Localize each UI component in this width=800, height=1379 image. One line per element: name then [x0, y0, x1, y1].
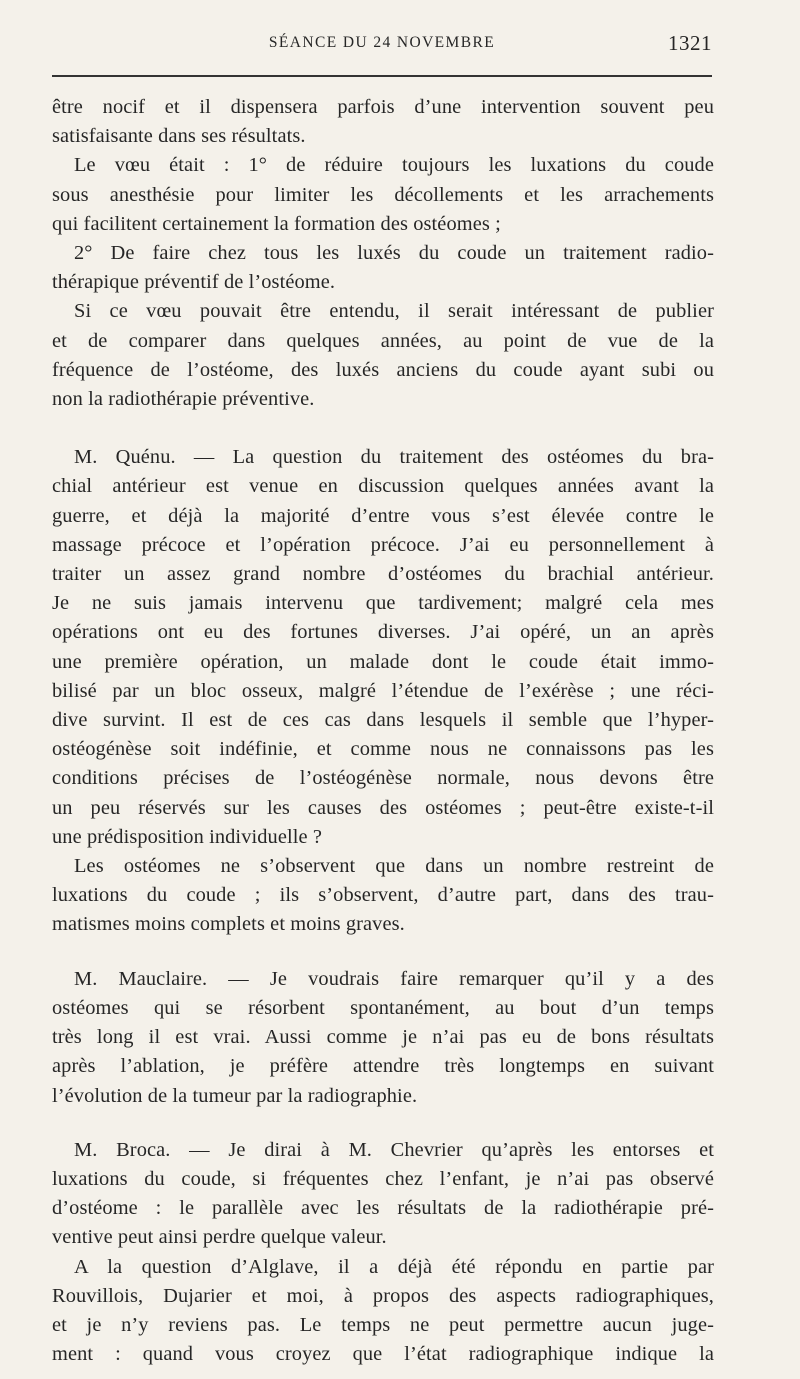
text-line: bilisé par un bloc osseux, malgré l’étendue de l’exérèse ; une réci- [52, 679, 714, 702]
paragraph-osteomes [52, 852, 714, 940]
running-head [52, 31, 712, 62]
text-line: traiter un assez grand nombre d’ostéomes du brachial antérieur. [52, 563, 714, 586]
text-line: Je ne suis jamais intervenu que tardivement; malgré cela mes [52, 592, 714, 615]
text-line: A la question d’Alglave, il a déjà été répondu en partie par [74, 1255, 714, 1278]
text-line: opérations ont eu des fortunes diverses. J’ai opéré, un an après [52, 621, 714, 644]
text-line: 2° De faire chez tous les luxés du coude un traitement radio- [74, 242, 714, 265]
paragraph-quenu [52, 443, 714, 852]
page-number: 1321 [668, 31, 712, 55]
text-line: thérapique préventif de l’ostéome. [52, 271, 336, 294]
text-line: sous anesthésie pour limiter les décollements et les arrachements [52, 183, 714, 206]
text-line: très long il est vrai. Aussi comme je n’ai pas eu de bons résultats [52, 1026, 714, 1049]
text-line: après l’ablation, je préfère attendre très longtemps en suivant [52, 1055, 714, 1078]
text-line: qui facilitent certainement la formation des ostéomes ; [52, 212, 501, 235]
paragraph-4 [52, 297, 714, 414]
text-line: guerre, et déjà la majorité d’entre vous s’est élevée contre le [52, 504, 714, 527]
paragraph-mauclaire [52, 965, 714, 1111]
text-line: M. Broca. — Je dirai à M. Chevrier qu’après les entorses et [74, 1138, 714, 1161]
paragraph-gap [52, 940, 714, 965]
text-line: ostéomes qui se résorbent spontanément, au bout d’un temps [52, 996, 714, 1019]
text-line: ostéogénèse soit indéfinie, et comme nous ne connaissons pas les [52, 738, 714, 761]
paragraph-broca [52, 1136, 714, 1253]
text-line: conditions précises de l’ostéogénèse normale, nous devons être [52, 767, 714, 790]
paragraph-1 [52, 93, 714, 151]
running-title: SÉANCE DU 24 NOVEMBRE [268, 34, 496, 51]
text-line: ventive peut ainsi perdre quelque valeur. [52, 1226, 387, 1249]
text-line: et de comparer dans quelques années, au point de vue de la [52, 329, 714, 352]
text-line: matismes moins complets et moins graves. [52, 913, 405, 936]
text-line: d’ostéome : le parallèle avec les résultats de la radiothérapie pré- [52, 1197, 714, 1220]
text-line: l’évolution de la tumeur par la radiographie. [52, 1084, 418, 1107]
paragraph-2 [52, 151, 714, 239]
text-line: être nocif et il dispensera parfois d’une intervention souvent peu [52, 96, 714, 118]
paragraph-3 [52, 239, 714, 297]
text-line: ment : quand vous croyez que l’état radiographique indique la [52, 1343, 714, 1366]
header-rule [52, 75, 712, 77]
text-line: massage précoce et l’opération précoce. J’ai eu personnellement à [52, 533, 714, 556]
text-line: M. Mauclaire. — Je voudrais faire remarquer qu’il y a des [74, 967, 714, 990]
text-line: luxations du coude ; ils s’observent, d’autre part, dans des trau- [52, 884, 714, 907]
body-text [52, 93, 714, 1369]
text-line: M. Quénu. — La question du traitement des ostéomes du bra- [74, 446, 714, 469]
text-line: dive survint. Il est de ces cas dans lesquels il semble que l’hyper- [52, 709, 714, 732]
text-line: Si ce vœu pouvait être entendu, il serait intéressant de publier [74, 300, 714, 323]
text-line: non la radiothérapie préventive. [52, 388, 315, 411]
text-line: Les ostéomes ne s’observent que dans un nombre restreint de [74, 855, 714, 878]
paragraph-alglave [52, 1253, 714, 1370]
text-line: chial antérieur est venue en discussion quelques années avant la [52, 475, 714, 498]
text-line: et je n’y reviens pas. Le temps ne peut permettre aucun juge- [52, 1313, 714, 1336]
text-line: une première opération, un malade dont le coude était immo- [52, 650, 714, 673]
text-line: fréquence de l’ostéome, des luxés anciens du coude ayant subi ou [52, 358, 714, 381]
paragraph-gap [52, 414, 714, 443]
text-line: luxations du coude, si fréquentes chez l’enfant, je n’ai pas observé [52, 1167, 714, 1190]
paragraph-gap [52, 1111, 714, 1136]
text-line: une prédisposition individuelle ? [52, 825, 323, 848]
text-line: un peu réservés sur les causes des ostéomes ; peut-être existe-t-il [52, 796, 714, 819]
text-line: Le vœu était : 1° de réduire toujours les luxations du coude [74, 154, 714, 177]
text-line: Rouvillois, Dujarier et moi, à propos des aspects radiographiques, [52, 1284, 714, 1307]
text-line: satisfaisante dans ses résultats. [52, 125, 306, 148]
